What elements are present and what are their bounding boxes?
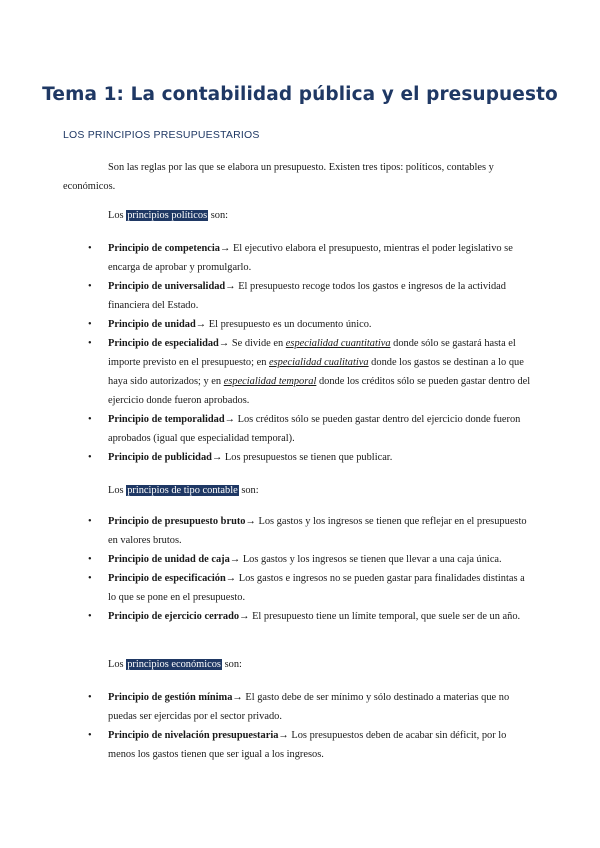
principle-term: Principio de nivelación presupuestaria	[108, 730, 279, 741]
principle-text: donde los créditos sólo se pueden gastar dentro del ejercicio donde fueron aprobados.	[108, 376, 531, 406]
bullet-icon: •	[88, 611, 92, 622]
arrow-icon: →	[232, 692, 243, 703]
arrow-icon: →	[211, 452, 223, 463]
economicos-label	[108, 658, 242, 672]
intro-paragraph: Son las reglas por las que se elabora un presupuesto. Existen tres tipos: políticos, contables y económicos.	[63, 162, 494, 192]
arrow-icon: →	[225, 281, 236, 292]
section-heading: LOS PRINCIPIOS PRESUPUESTARIOS	[63, 129, 260, 141]
bullet-icon: •	[88, 573, 92, 584]
contables-prefix: Los	[108, 485, 127, 496]
principle-term: Principio de ejercicio cerrado	[108, 611, 240, 622]
principle-text: donde los gastos se destinan a lo que haya sido autorizados; y en	[108, 357, 524, 387]
contables-suffix: son:	[238, 485, 259, 496]
principle-term: Principio de unidad	[108, 319, 196, 330]
list-item	[63, 410, 533, 448]
principle-text: El gasto debe de ser mínimo y sólo destinado a materias que no puedas ser ejercidas por el sector privado.	[108, 692, 510, 722]
politicos-prefix: Los	[108, 210, 127, 221]
principle-text: Los gastos y los ingresos se tienen que reflejar en el presupuesto en valores brutos.	[108, 516, 527, 546]
principle-term: Principio de publicidad	[108, 452, 212, 463]
politicos-suffix: son:	[208, 210, 229, 221]
list-item	[63, 315, 533, 334]
principle-text: donde sólo se gastará hasta el importe previsto en el presupuesto; en	[108, 338, 516, 368]
emphasis-cuantitativa: especialidad cuantitativa	[285, 338, 391, 349]
contables-highlight: principios de tipo contable	[127, 485, 238, 496]
bullet-icon: •	[88, 319, 92, 330]
list-item	[63, 512, 533, 550]
bullet-icon: •	[88, 730, 92, 741]
list-item	[63, 569, 533, 607]
principle-term: Principio de competencia	[108, 243, 220, 254]
emphasis-temporal: especialidad temporal	[223, 376, 317, 387]
contables-list	[63, 512, 533, 626]
list-item	[63, 607, 533, 626]
bullet-icon: •	[88, 281, 92, 292]
list-item	[63, 277, 533, 315]
arrow-icon: →	[219, 243, 231, 254]
list-item	[63, 688, 533, 726]
principle-text: Los gastos e ingresos no se pueden gastar para finalidades distintas a lo que se pone en el presupuesto.	[108, 573, 525, 603]
principle-term: Principio de unidad de caja	[108, 554, 230, 565]
principle-term: Principio de presupuesto bruto	[108, 516, 246, 527]
politicos-highlight: principios políticos	[127, 210, 208, 221]
principle-text: Los presupuestos deben de acabar sin déficit, por lo menos los gastos tienen que ser igual a los ingresos.	[108, 730, 507, 760]
arrow-icon: →	[278, 730, 289, 741]
bullet-icon: •	[88, 338, 92, 349]
list-item	[63, 448, 533, 467]
arrow-icon: →	[225, 573, 237, 584]
economicos-prefix: Los	[108, 659, 127, 670]
arrow-icon: →	[218, 338, 230, 349]
emphasis-cualitativa: especialidad cualitativa	[269, 357, 369, 368]
list-item	[63, 726, 533, 764]
contables-label	[108, 484, 259, 498]
arrow-icon: →	[195, 319, 207, 330]
principle-text: Los presupuestos se tienen que publicar.	[222, 452, 393, 463]
list-item	[63, 334, 533, 410]
politicos-label	[108, 209, 228, 223]
page-title: Tema 1: La contabilidad pública y el presupuesto	[42, 84, 558, 105]
principle-text: Los gastos y los ingresos se tienen que llevar a una caja única.	[240, 554, 502, 565]
bullet-icon: •	[88, 516, 92, 527]
economicos-suffix: son:	[221, 659, 242, 670]
principle-term: Principio de especificación	[108, 573, 226, 584]
principle-text: El presupuesto tiene un límite temporal, que suele ser de un año.	[249, 611, 521, 622]
arrow-icon: →	[245, 516, 256, 527]
economicos-list	[63, 688, 533, 764]
principle-term: Principio de gestión mínima	[108, 692, 233, 703]
bullet-icon: •	[88, 243, 92, 254]
list-item	[63, 239, 533, 277]
politicos-list	[63, 239, 533, 467]
principle-term: Principio de especialidad	[108, 338, 219, 349]
principle-text: El presupuesto recoge todos los gastos e ingresos de la actividad financiera del Estado.	[108, 281, 506, 311]
arrow-icon: →	[239, 611, 250, 622]
principle-text: El presupuesto es un documento único.	[206, 319, 372, 330]
arrow-icon: →	[224, 414, 235, 425]
economicos-highlight: principios económicos	[127, 659, 221, 670]
arrow-icon: →	[229, 554, 241, 565]
bullet-icon: •	[88, 452, 92, 463]
bullet-icon: •	[88, 414, 92, 425]
principle-term: Principio de temporalidad	[108, 414, 225, 425]
bullet-icon: •	[88, 554, 92, 565]
principle-text: Los créditos sólo se pueden gastar dentro del ejercicio donde fueron aprobados (igual que especialidad temporal).	[108, 414, 521, 444]
list-item	[63, 550, 533, 569]
principle-text: El ejecutivo elabora el presupuesto, mientras el poder legislativo se encarga de aprobar y promulgarlo.	[108, 243, 513, 273]
principle-term: Principio de universalidad	[108, 281, 226, 292]
bullet-icon: •	[88, 692, 92, 703]
principle-text: Se divide en	[229, 338, 286, 349]
